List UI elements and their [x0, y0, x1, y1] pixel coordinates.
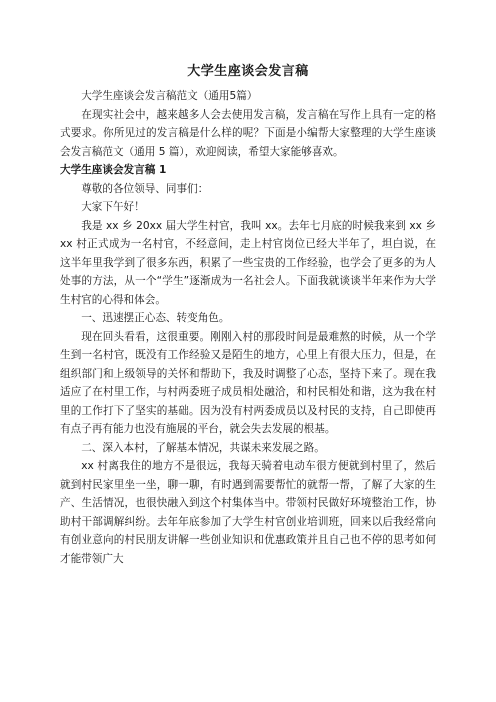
paragraph: xx 村离我住的地方不是很远，我每天骑着电动车很方便就到村里了，然后就到村民家里坐一坐，聊一聊，有时遇到需要帮忙的就帮一帮，了解了大家的生产、生活情况，也很快融入到这个村集体当中。带领村民做好环境整治工作，协助村干部调解纠纷。去年年底参加了大学生村官创业培训班，回来以后我经常向有创业意向的村民朋友讲解一些创业知识和优惠政策并且自己也不停的思考如何才能带领广大 — [60, 460, 436, 565]
section-heading: 大学生座谈会发言稿 1 — [60, 164, 167, 176]
paragraph: 尊敬的各位领导、同事们： — [81, 182, 209, 195]
document-title: 大学生座谈会发言稿 — [187, 64, 309, 79]
paragraph: 大学生座谈会发言稿范文（通用5篇） — [81, 90, 258, 102]
paragraph: 在现实社会中，越来越多人会去使用发言稿，发言稿在写作上具有一定的格式要求。你所见过的发言稿是什么样的呢？下面是小编帮大家整理的大学生座谈会发言稿范文（通用 5 篇），欢迎阅读，希望大家能够喜欢。 — [60, 108, 436, 158]
paragraph: 一、迅速摆正心态、转变角色。 — [81, 312, 230, 324]
document-page — [60, 62, 436, 568]
document-body — [60, 87, 436, 568]
paragraph: 大家下午好！ — [81, 201, 145, 213]
paragraph: 现在回头看看，这很重要。刚刚入村的那段时间是最难熬的时候，从一个学生到一名村官，既没有工作经验又是陌生的地方，心里上有很大压力，但是，在组织部门和上级领导的关怀和帮助下，我及时调整了心态，坚持下来了。现在我适应了在村里工作，与村两委班子成员相处融洽，和村民相处和谐，这为我在村里的工作打下了坚实的基础。因为没有村两委成员以及村民的支持，自己即使再有点子再有能力也没有施展的平台，就会失去发展的根基。 — [60, 330, 436, 435]
paragraph: 二、深入本村，了解基本情况，共谋未来发展之路。 — [81, 441, 325, 454]
paragraph: 我是 xx 乡 20xx 届大学生村官，我叫 xx。去年七月底的时候我来到 xx 乡 xx 村正式成为一名村官，不经意间，走上村官岗位已经大半年了，坦白说，在这半年里我学到了很多东西，积累了一些宝贵的工作经验，也学会了更多的为人处事的方法，从一个“学生”逐渐成为一名社会人。下面我就谈谈半年来作为大学生村官的心得和体会。 — [60, 219, 436, 306]
